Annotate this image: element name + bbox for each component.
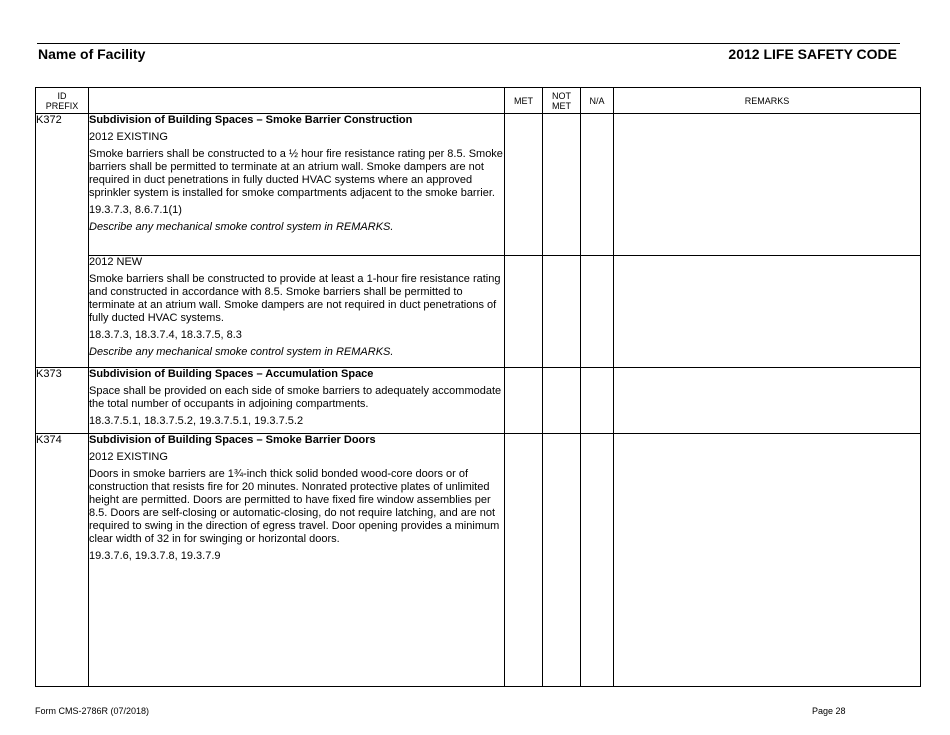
na-cell[interactable] (581, 114, 614, 256)
not-met-header: NOT MET (543, 88, 581, 114)
not-met-cell[interactable] (543, 434, 581, 687)
code-references: 18.3.7.3, 18.3.7.4, 18.3.7.5, 8.3 (89, 329, 242, 341)
requirement-text: Doors in smoke barriers are 1¾-inch thick solid bonded wood-core doors or of construction that resists fire for 20 minutes. Nonrated protective plates of unlimited height are permitted. Doors are permitted to have fixed fire window assemblies per 8.5. Doors are self-closing or automatic-closing, do not require latching, and are not required to swing in the direction of egress travel. Door opening provides a minimum clear width of 32 in for swinging or horizontal doors. (89, 468, 500, 545)
header-rule (37, 43, 900, 44)
not-met-cell[interactable] (543, 368, 581, 434)
remarks-note: Describe any mechanical smoke control system in REMARKS. (89, 346, 394, 358)
item-title: Subdivision of Building Spaces – Smoke Barrier Doors (89, 434, 376, 446)
table-header-row (36, 88, 921, 114)
item-title: Subdivision of Building Spaces – Smoke Barrier Construction (89, 114, 413, 126)
requirement-text: Space shall be provided on each side of smoke barriers to adequately accommodate the total number of occupants in adjoining compartments. (89, 385, 502, 410)
remarks-cell[interactable] (614, 434, 921, 687)
met-cell[interactable] (505, 256, 543, 368)
edition-label: 2012 NEW (89, 256, 143, 268)
description-cell (89, 368, 505, 434)
remarks-header: REMARKS (614, 88, 921, 114)
facility-name-label: Name of Facility (38, 46, 146, 62)
table-row (36, 368, 921, 434)
id-prefix-cell: K374 (36, 434, 89, 687)
table-row (36, 434, 921, 687)
na-cell[interactable] (581, 368, 614, 434)
code-references: 19.3.7.3, 8.6.7.1(1) (89, 204, 182, 216)
code-references: 19.3.7.6, 19.3.7.8, 19.3.7.9 (89, 550, 221, 562)
id-prefix-cell: K372 (36, 114, 89, 256)
remarks-cell[interactable] (614, 368, 921, 434)
table-row (36, 114, 921, 256)
id-prefix-cell (36, 256, 89, 368)
edition-label: 2012 EXISTING (89, 451, 168, 463)
edition-label: 2012 EXISTING (89, 131, 168, 143)
na-header: N/A (581, 88, 614, 114)
code-references: 18.3.7.5.1, 18.3.7.5.2, 19.3.7.5.1, 19.3.7.5.2 (89, 415, 304, 427)
item-title: Subdivision of Building Spaces – Accumulation Space (89, 368, 374, 380)
id-prefix-cell: K373 (36, 368, 89, 434)
remarks-note: Describe any mechanical smoke control system in REMARKS. (89, 221, 394, 233)
description-header (89, 88, 505, 114)
na-cell[interactable] (581, 256, 614, 368)
remarks-cell[interactable] (614, 114, 921, 256)
requirement-text: Smoke barriers shall be constructed to provide at least a 1-hour fire resistance rating and constructed in accordance with 8.5. Smoke barriers shall be permitted to terminate at an atrium wall. Smoke dampers are not required in duct penetrations of fully ducted HVAC systems. (89, 273, 501, 324)
not-met-cell[interactable] (543, 114, 581, 256)
met-cell[interactable] (505, 114, 543, 256)
description-cell (89, 256, 505, 368)
code-title: 2012 LIFE SAFETY CODE (728, 46, 897, 62)
remarks-cell[interactable] (614, 256, 921, 368)
description-cell (89, 114, 505, 256)
not-met-cell[interactable] (543, 256, 581, 368)
requirement-text: Smoke barriers shall be constructed to a ½ hour fire resistance rating per 8.5. Smoke barriers shall be permitted to terminate at an atrium wall. Smoke dampers are not required in duct penetrations in fully ducted HVAC systems where an approved sprinkler system is installed for smoke compartments adjacent to the smoke barrier. (89, 148, 503, 199)
na-cell[interactable] (581, 434, 614, 687)
page-number: Page 28 (812, 706, 846, 716)
id-prefix-header: ID PREFIX (36, 88, 89, 114)
form-identifier: Form CMS-2786R (07/2018) (35, 706, 150, 716)
met-cell[interactable] (505, 434, 543, 687)
met-cell[interactable] (505, 368, 543, 434)
met-header: MET (505, 88, 543, 114)
description-cell (89, 434, 505, 687)
table-row (36, 256, 921, 368)
survey-table (35, 87, 921, 687)
